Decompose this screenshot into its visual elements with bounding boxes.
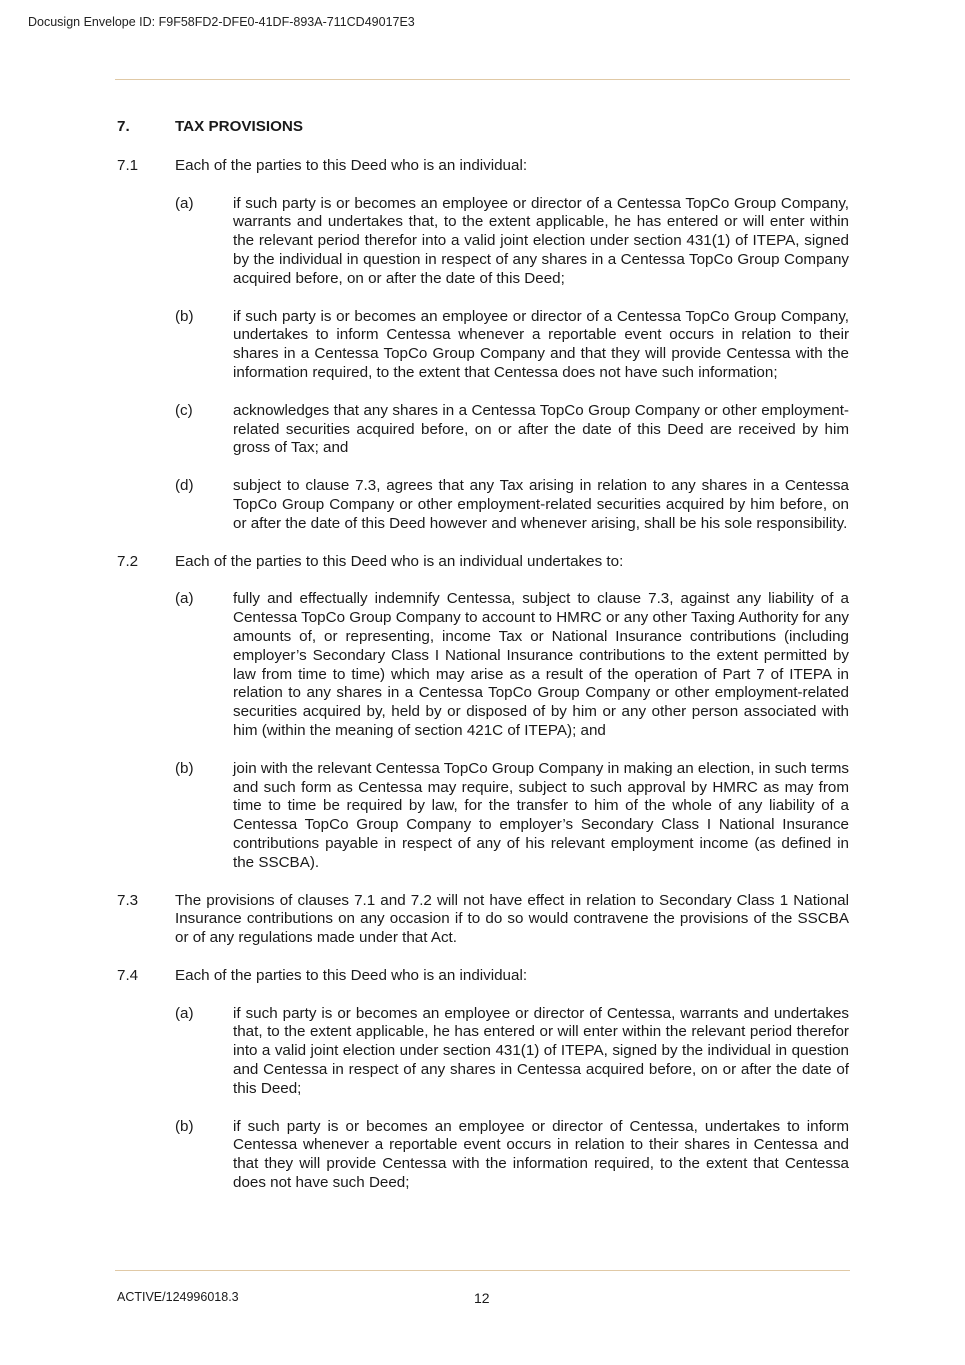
subclause-text: subject to clause 7.3, agrees that any Tax arising in relation to any shares in a Centessa TopCo Group Company or other employment-related securities acquired by him before, on or after the date of this Deed however and whenever arising, shall be his sole responsibility.	[233, 477, 849, 532]
clause-text: Each of the parties to this Deed who is an individual undertakes to:	[175, 552, 624, 570]
subclause-7-1-b	[175, 308, 849, 383]
subclause-label: (a)	[175, 590, 194, 608]
section-title: TAX PROVISIONS	[175, 118, 303, 135]
document-body	[117, 118, 849, 1212]
subclause-7-1-a	[175, 195, 849, 289]
subclause-text: join with the relevant Centessa TopCo Group Company in making an election, in such terms and such form as Centessa may require, subject to such approval by HMRC as may from time to time be required by law, for the transfer to him of the whole of any liability of a Centessa TopCo Group Company to employer’s Secondary Class I National Insurance contributions payable in respect of any of his relevant employment income (as defined in the SSCBA).	[233, 759, 849, 871]
document-reference: ACTIVE/124996018.3	[117, 1290, 239, 1304]
subclause-text: if such party is or becomes an employee or director of Centessa, warrants and undertakes that, to the extent applicable, he has entered or will enter within the relevant period therefor into a valid joint election under section 431(1) of ITEPA, signed by the individual in question and Centessa in respect of any shares in Centessa acquired before, on or after the date of this Deed;	[233, 1004, 849, 1097]
subclause-label: (a)	[175, 194, 194, 212]
subclause-7-4-a	[175, 1005, 849, 1099]
footer-divider	[115, 1270, 850, 1271]
clause-number: 7.4	[117, 966, 139, 984]
subclause-text: if such party is or becomes an employee or director of a Centessa TopCo Group Company, undertakes to inform Centessa whenever a reportable event occurs in relation to their shares in a Centessa TopCo Group Company and that they will provide Centessa with the information required, to the extent that Centessa does not have such information;	[233, 307, 849, 381]
subclause-7-1-c	[175, 402, 849, 458]
clause-7-1	[117, 157, 849, 176]
subclause-7-2-b	[175, 760, 849, 873]
subclause-7-1-d	[175, 477, 849, 533]
subclause-text: if such party is or becomes an employee or director of Centessa, undertakes to inform Centessa whenever a reportable event occurs in relation to their shares in Centessa and that they will provide Centessa with the information required, to the extent that Centessa does not have such Deed;	[233, 1117, 849, 1192]
clause-text: Each of the parties to this Deed who is an individual:	[175, 966, 528, 984]
subclause-7-4-b	[175, 1118, 849, 1193]
subclause-label: (b)	[175, 759, 194, 777]
subclause-label: (c)	[175, 401, 193, 419]
clause-7-3	[117, 892, 849, 948]
clause-text: Each of the parties to this Deed who is an individual:	[175, 156, 528, 174]
subclause-label: (b)	[175, 307, 194, 325]
header-divider	[115, 79, 850, 80]
subclause-7-2-a	[175, 590, 849, 740]
section-heading	[117, 118, 849, 137]
subclause-text: acknowledges that any shares in a Centessa TopCo Group Company or other employment-related securities acquired before, on or after the date of this Deed are received by him gross of Tax; and	[233, 401, 849, 457]
clause-number: 7.3	[117, 891, 139, 909]
section-number: 7.	[117, 118, 130, 135]
page-number: 12	[474, 1290, 490, 1306]
envelope-id: Docusign Envelope ID: F9F58FD2-DFE0-41DF-893A-711CD49017E3	[28, 15, 415, 29]
subclause-label: (b)	[175, 1117, 194, 1135]
clause-number: 7.2	[117, 552, 139, 570]
clause-number: 7.1	[117, 156, 139, 174]
clause-7-4	[117, 967, 849, 986]
clause-text: The provisions of clauses 7.1 and 7.2 will not have effect in relation to Secondary Class 1 National Insurance contributions on any occasion if to do so would contravene the provisions of the SSCBA or of any regulations made under that Act.	[175, 891, 849, 947]
subclause-label: (a)	[175, 1004, 194, 1022]
clause-7-2	[117, 553, 849, 572]
subclause-text: if such party is or becomes an employee or director of a Centessa TopCo Group Company, warrants and undertakes that, to the extent applicable, he has entered or will enter within the relevant period therefor into a valid joint election under section 431(1) of ITEPA, signed by the individual in question in respect of any shares in a Centessa TopCo Group Company acquired before, on or after the date of this Deed;	[233, 194, 849, 287]
subclause-text: fully and effectually indemnify Centessa, subject to clause 7.3, against any liability of a Centessa TopCo Group Company to account to HMRC or any other Taxing Authority for any amounts of, or representing, income Tax or National Insurance contributions (including employer’s Secondary Class I National Insurance contributions to the extent permitted by law from time to time) which may arise as a result of the operation of Part 7 of ITEPA in relation to any shares in a Centessa TopCo Group Company or other employment-related securities acquired by, held by or disposed of by him or any other person associated with him (within the meaning of section 421C of ITEPA); and	[233, 590, 849, 739]
subclause-label: (d)	[175, 477, 194, 495]
